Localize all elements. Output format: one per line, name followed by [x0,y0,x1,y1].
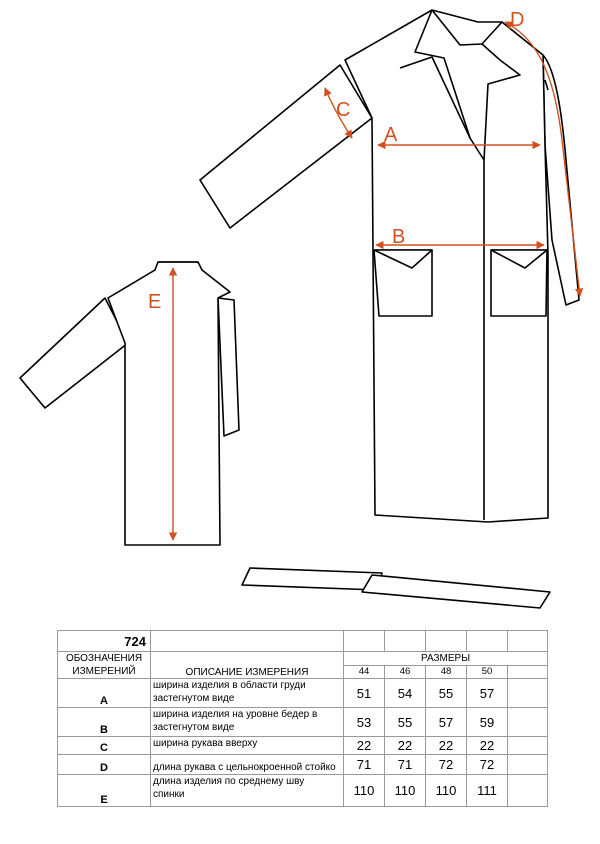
row-value: 55 [385,708,426,737]
row-value: 72 [467,755,508,775]
size-48: 48 [426,665,467,679]
row-code: E [58,775,151,807]
table-row [58,775,548,807]
row-description [151,775,344,807]
row-value: 22 [344,737,385,755]
row-code: B [58,708,151,737]
row-value: 51 [344,679,385,708]
row-value: 53 [344,708,385,737]
desc-line1: длина изделия по среднему шву [153,776,305,787]
row-value: 71 [385,755,426,775]
row-value: 111 [467,775,508,807]
size-46: 46 [385,665,426,679]
table-row [58,737,548,755]
row-value: 57 [426,708,467,737]
size-50: 50 [467,665,508,679]
row-description [151,679,344,708]
desc-line1: ширина изделия на уровне бедер в [153,709,318,720]
measure-label-e: E [148,291,162,313]
size-44: 44 [344,665,385,679]
header-codes [58,652,151,679]
desc-line1: ширина изделия в области груди [153,680,306,691]
size-spec-table [57,630,548,807]
row-value: 22 [467,737,508,755]
row-value: 22 [426,737,467,755]
row-code: A [58,679,151,708]
row-description: ширина рукава вверху [151,737,344,755]
model-number: 724 [58,631,151,652]
row-value: 54 [385,679,426,708]
back-coat-view [20,262,239,545]
row-description [151,708,344,737]
belt-drawing [242,568,550,608]
header-sizes: РАЗМЕРЫ [344,652,548,666]
desc-line2: застегнутом виде [153,722,235,733]
row-value: 59 [467,708,508,737]
front-coat-view [200,10,579,522]
header-description: ОПИСАНИЕ ИЗМЕРЕНИЯ [151,652,344,679]
row-code: C [58,737,151,755]
row-value: 110 [344,775,385,807]
row-value: 110 [385,775,426,807]
measure-label-b: B [392,226,406,248]
row-description: длина рукава с цельнокроенной стойко [151,755,344,775]
measure-label-a: A [384,124,398,146]
row-value: 57 [467,679,508,708]
measure-label-d: D [510,9,525,31]
measure-label-c: C [336,99,351,121]
header-codes-line2: ИЗМЕРЕНИЙ [72,666,136,677]
desc-line2: спинки [153,789,185,800]
row-code: D [58,755,151,775]
row-value: 110 [426,775,467,807]
header-codes-line1: ОБОЗНАЧЕНИЯ [65,653,143,664]
row-value: 22 [385,737,426,755]
table-row [58,708,548,737]
row-value: 72 [426,755,467,775]
row-value: 71 [344,755,385,775]
table-row [58,755,548,775]
row-value: 55 [426,679,467,708]
table-row [58,679,548,708]
desc-line2: застегнутом виде [153,693,235,704]
